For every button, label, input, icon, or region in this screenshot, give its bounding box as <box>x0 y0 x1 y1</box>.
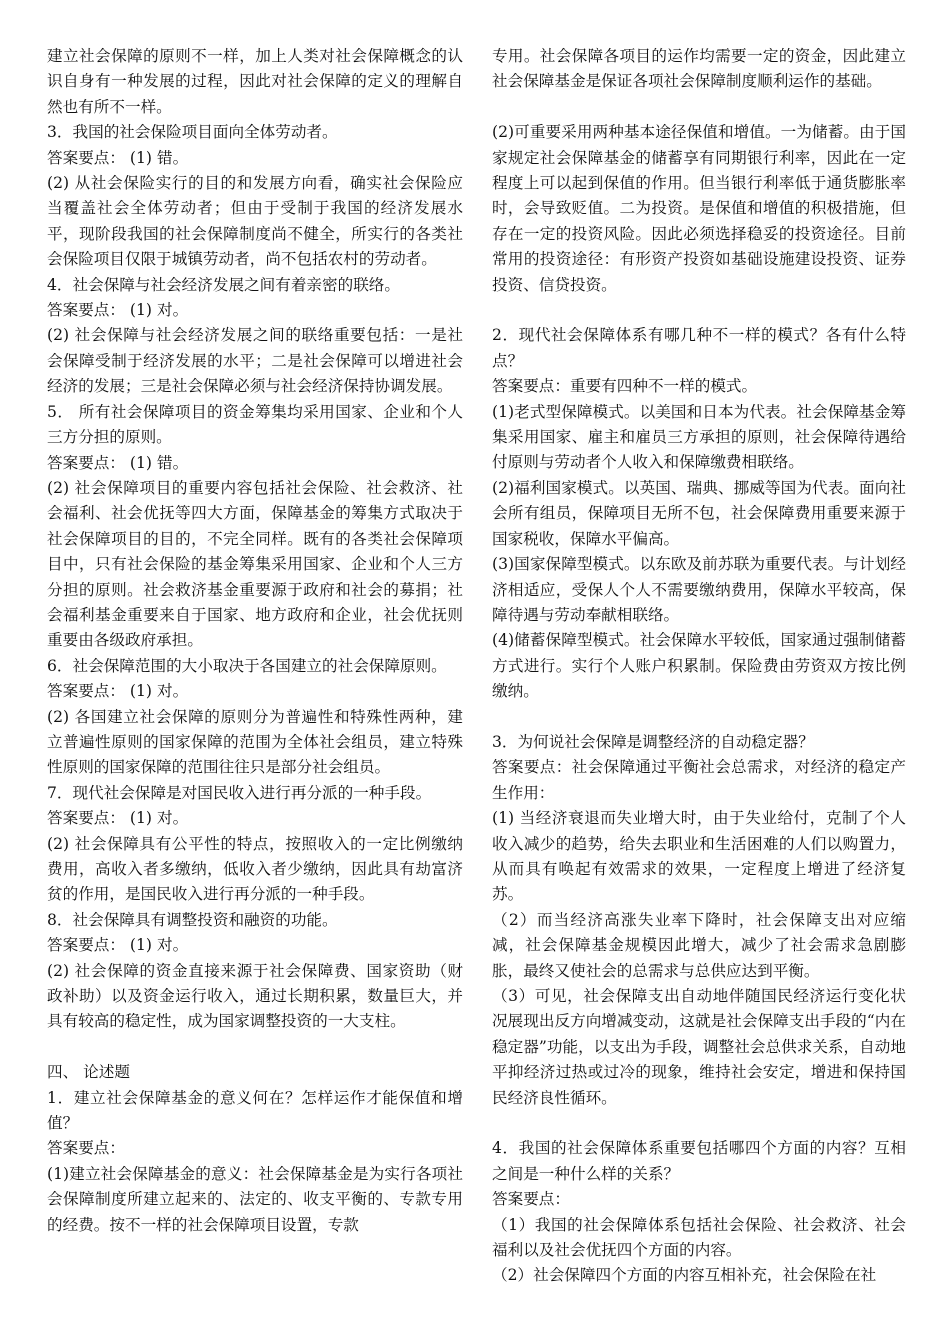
right-blank-line <box>492 705 906 730</box>
left-paragraph: (2) 社会保障与社会经济发展之间的联络重要包括：一是社会保障受制于经济发展的水平；二是社会保障可以增进社会经济的发展；三是社会保障必须与社会经济保持协调发展。 <box>47 326 463 396</box>
left-paragraph: 答案要点： (1) 对。 <box>47 936 189 955</box>
right-paragraph: 答案要点： <box>492 1190 570 1209</box>
right-paragraph: (4)储蓄保障型模式。社会保障水平较低，国家通过强制储蓄方式进行。实行个人账户积累制。保险费由劳资双方按比例缴纳。 <box>492 631 906 701</box>
right-paragraph: (3)国家保障型模式。以东欧及前苏联为重要代表。与计划经济相适应，受保人个人不需要缴纳费用，保障水平较高，保障待遇与劳动奉献相联络。 <box>492 555 906 624</box>
right-paragraph: (1) 当经济衰退而失业增大时，由于失业给付，克制了个人收入减少的趋势，给失去职业和生活困难的人们以购置力，从而具有唤起有效需求的效果，一定程度上增进了经济复苏。 <box>492 809 906 904</box>
left-paragraph: 1．建立社会保障基金的意义何在？怎样运作才能保值和增值？ <box>47 1088 463 1133</box>
left-paragraph: 答案要点： (1) 错。 <box>47 148 189 167</box>
right-paragraph: （1）我国的社会保障体系包括社会保险、社会救济、社会福利以及社会优抚四个方面的内容。 <box>492 1215 906 1260</box>
right-paragraph: 2．现代社会保障体系有哪几种不一样的模式？各有什么特点？ <box>492 326 906 370</box>
left-paragraph: 5． 所有社会保障项目的资金筹集均采用国家、企业和个人三方分担的原则。 <box>47 402 463 447</box>
right-paragraph: 专用。社会保障各项目的运作均需要一定的资金，因此建立社会保障基金是保证各项社会保障制度顺利运作的基础。 <box>492 47 906 91</box>
left-paragraph: 6．社会保障范围的大小取决于各国建立的社会保障原则。 <box>47 656 447 675</box>
right-paragraph: (2)可重要采用两种基本途径保值和增值。一为储蓄。由于国家规定社会保障基金的储蓄享有同期银行利率，因此在一定程度上可以起到保值的作用。但当银行利率低于通货膨胀率时，会导致贬值。二为投资。是保值和增值的积极措施，但存在一定的投资风险。因此必须选择稳妥的投资途径。目前常用的投资途径：有形资产投资如基础设施建设投资、证券投资、信贷投资。 <box>492 123 906 294</box>
left-paragraph: (2) 各国建立社会保障的原则分为普遍性和特殊性两种，建立普遍性原则的国家保障的范围为全体社会组员，建立特殊性原则的国家保障的范围往往只是部分社会组员。 <box>47 707 463 777</box>
right-paragraph: （2）社会保障四个方面的内容互相补充，社会保险在社 <box>492 1266 877 1285</box>
left-paragraph: 答案要点： (1) 错。 <box>47 453 189 472</box>
right-paragraph: (1)老式型保障模式。以美国和日本为代表。社会保障基金筹集采用国家、雇主和雇员三方承担的原则，社会保障待遇给付原则与劳动者个人收入和保障缴费相联络。 <box>492 402 906 472</box>
left-paragraph: 3．我国的社会保险项目面向全体劳动者。 <box>47 123 338 142</box>
right-paragraph: （2）而当经济高涨失业率下降时，社会保障支出对应缩减，社会保障基金规模因此增大，减少了社会需求急剧膨胀，最终又使社会的总需求与总供应达到平衡。 <box>492 910 906 980</box>
left-paragraph: (2) 社会保障具有公平性的特点，按照收入的一定比例缴纳费用，高收入者多缴纳，低收入者少缴纳，因此具有劫富济贫的作用，是国民收入进行再分派的一种手段。 <box>47 834 463 904</box>
right-paragraph: （3）可见，社会保障支出自动地伴随国民经济运行变化状况展现出反方向增减变动，这就是社会保障支出手段的“内在稳定器”功能，以支出为手段，调整社会总供求关系，自动地平抑经济过热或过冷的现象，维持社会安定，增进和保持国民经济良性循环。 <box>492 986 906 1107</box>
right-paragraph: (2)福利国家模式。以英国、瑞典、挪威等国为代表。面向社会所有组员，保障项目无所不包，社会保障费用重要来源于国家税收，保障水平偏高。 <box>492 478 906 548</box>
left-paragraph: 四、 论述题 <box>47 1063 130 1082</box>
right-blank-line <box>492 95 906 120</box>
right-paragraph: 答案要点：社会保障通过平衡社会总需求，对经济的稳定产生作用： <box>492 758 906 802</box>
left-paragraph: (1)建立社会保障基金的意义：社会保障基金是为实行各项社会保障制度所建立起来的、法定的、收支平衡的、专款专用的经费。按不一样的社会保障项目设置，专款 <box>47 1164 463 1234</box>
left-paragraph: (2) 社会保障项目的重要内容包括社会保险、社会救济、社会福利、社会优抚等四大方面，保障基金的筹集方式取决于社会保障项目的目的，不完全同样。既有的各类社会保障项目中，只有社会保险的基金筹集采用国家、企业和个人三方分担的原则。社会救济基金重要源于政府和社会的募捐；社会福利基金重要来自于国家、地方政府和企业，社会优抚则重要由各级政府承担。 <box>47 478 463 650</box>
left-paragraph: 建立社会保障的原则不一样，加上人类对社会保障概念的认识自身有一种发展的过程，因此对社会保障的定义的理解自然也有所不一样。 <box>47 47 463 116</box>
right-blank-line <box>492 298 906 323</box>
right-paragraph: 4．我国的社会保障体系重要包括哪四个方面的内容？互相之间是一种什么样的关系？ <box>492 1139 906 1183</box>
left-paragraph: (2) 从社会保险实行的目的和发展方向看，确实社会保险应当覆盖社会全体劳动者；但由于受制于我国的经济发展水平，现阶段我国的社会保障制度尚不健全，所实行的各类社会保险项目仅限于城镇劳动者，尚不包括农村的劳动者。 <box>47 174 463 269</box>
left-paragraph: (2) 社会保障的资金直接来源于社会保障费、国家资助（财政补助）以及资金运行收入，通过长期积累，数量巨大，并具有较高的稳定性，成为国家调整投资的一大支柱。 <box>47 961 463 1031</box>
right-text-column <box>492 44 906 1289</box>
left-blank-line <box>47 1035 463 1060</box>
right-paragraph: 答案要点：重要有四种不一样的模式。 <box>492 377 758 396</box>
left-paragraph: 答案要点： (1) 对。 <box>47 809 189 828</box>
left-paragraph: 8．社会保障具有调整投资和融资的功能。 <box>47 910 338 929</box>
right-blank-line <box>492 1111 906 1136</box>
left-paragraph: 答案要点： <box>47 1139 125 1158</box>
left-paragraph: 答案要点： (1) 对。 <box>47 682 189 701</box>
right-paragraph: 3．为何说社会保障是调整经济的自动稳定器？ <box>492 732 814 751</box>
left-paragraph: 4．社会保障与社会经济发展之间有着亲密的联络。 <box>47 275 400 294</box>
left-paragraph: 7．现代社会保障是对国民收入进行再分派的一种手段。 <box>47 783 432 802</box>
left-paragraph: 答案要点： (1) 对。 <box>47 301 189 320</box>
left-text-column <box>47 44 463 1238</box>
